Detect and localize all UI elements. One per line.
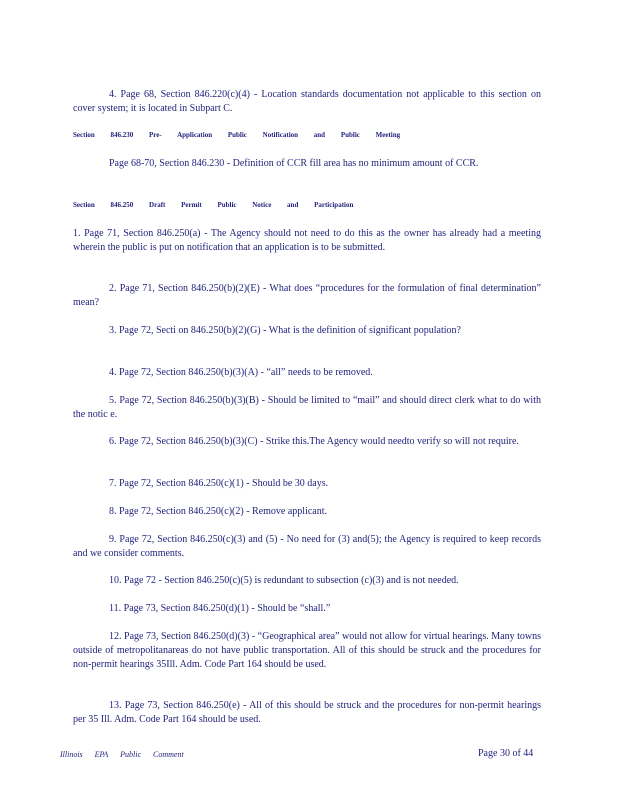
section-heading: Section 846.250 Draft Permit Public Notice and Participation [73,201,354,209]
comment-item: 11. Page 73, Section 846.250(d)(1) - Should be “shall.” [109,603,331,614]
comment-item: 10. Page 72 - Section 846.250(c)(5) is redundant to subsection (c)(3) and is not needed. [109,575,459,586]
comment-item: 3. Page 72, Secti on 846.250(b)(2)(G) - What is the definition of significant population? [109,325,461,336]
comment-item: 4. Page 68, Section 846.220(c)(4) - Location standards documentation not applicable to this section on cover system; it is located in Subpart C. [73,89,541,114]
comment-item: 7. Page 72, Section 846.250(c)(1) - Should be 30 days. [109,478,329,489]
comment-item: 8. Page 72, Section 846.250(c)(2) - Remove applicant. [109,506,327,517]
comment-item: 9. Page 72, Section 846.250(c)(3) and (5) - No need for (3) and(5); the Agency is required to keep records and we consider comments. [73,534,541,559]
comment-item: 5. Page 72, Section 846.250(b)(3)(B) - Should be limited to “mail” and should direct clerk what to do with the notic e. [73,395,541,420]
comment-item: 12. Page 73, Section 846.250(d)(3) - “Geographical area” would not allow for virtual hearings. Many towns outside of metropolitanareas do not have public transportation. All of this should be struck and the procedures for non-permit hearings 35Ill. Adm. Code Part 164 should be used. [73,631,541,670]
section-heading: Section 846.230 Pre- Application Public Notification and Public Meeting [73,131,401,139]
comment-item: 1. Page 71, Section 846.250(a) - The Agency should not need to do this as the owner has already had a meeting wherein the public is put on notification that an application is to be submitted. [73,228,541,253]
page-number: Page 30 of 44 [478,748,534,759]
comment-item: Page 68-70, Section 846.230 - Definition of CCR fill area has no minimum amount of CCR. [109,158,479,169]
comment-item: 4. Page 72, Section 846.250(b)(3)(A) - “all” needs to be removed. [109,367,373,378]
footer-source: Illinois EPA Public Comment [60,750,184,759]
comment-item: 2. Page 71, Section 846.250(b)(2)(E) - What does “procedures for the formulation of final determination” mean? [73,283,541,308]
comment-item: 13. Page 73, Section 846.250(e) - All of this should be struck and the procedures for non-permit hearings per 35 Ill. Adm. Code Part 164 should be used. [73,700,541,725]
comment-item: 6. Page 72, Section 846.250(b)(3)(C) - Strike this.The Agency would needto verify so will not require. [109,436,519,447]
